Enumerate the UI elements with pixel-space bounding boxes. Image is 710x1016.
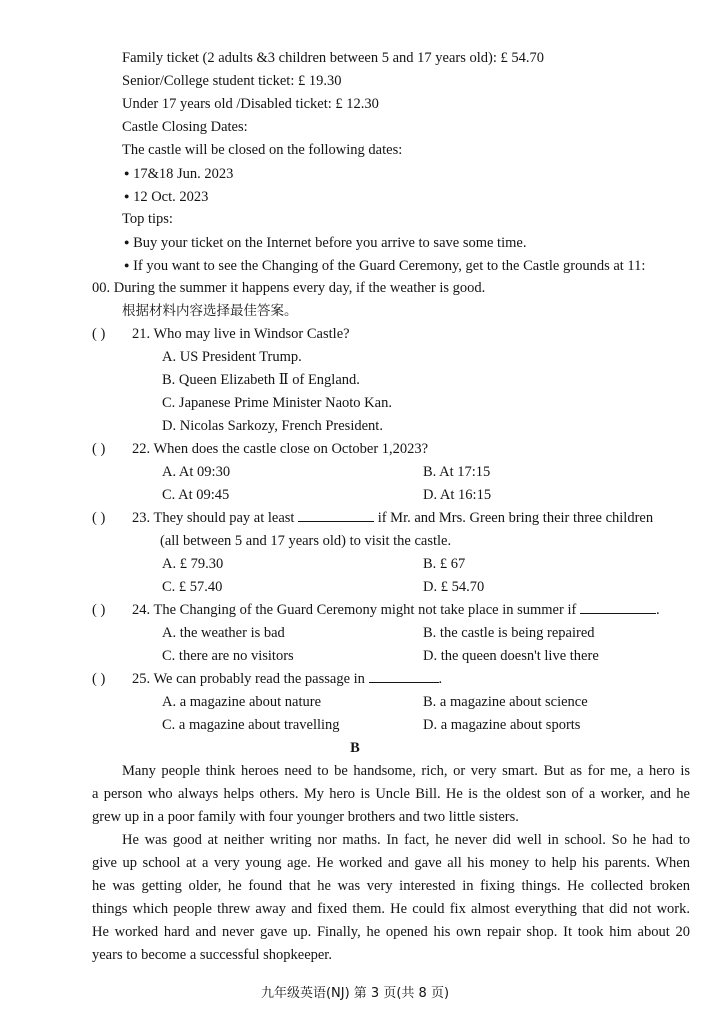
- option-22-a: A. At 09:30: [162, 464, 231, 480]
- answer-paren: ( ): [92, 441, 106, 457]
- question-24: [132, 600, 660, 620]
- ticket-senior: Senior/College student ticket: £ 19.30: [122, 73, 342, 89]
- question-25: [132, 669, 442, 689]
- option-24-c: C. there are no visitors: [162, 648, 294, 664]
- question-text: We can probably read the passage in: [153, 671, 365, 687]
- tip-1: [124, 232, 526, 253]
- passage-line: He was good at neither writing nor maths. In fact, he never did well in school. So he had to: [122, 832, 690, 848]
- section-b-heading: B: [350, 740, 360, 756]
- answer-paren: ( ): [92, 326, 106, 342]
- tip-2: [124, 255, 645, 276]
- closing-date-text: 12 Oct. 2023: [133, 189, 209, 205]
- question-22: [132, 439, 428, 459]
- option-23-d: D. £ 54.70: [423, 579, 485, 595]
- tip-text: Buy your ticket on the Internet before you arrive to save some time.: [133, 235, 527, 251]
- option-22-d: D. At 16:15: [423, 487, 492, 503]
- option-25-c: C. a magazine about travelling: [162, 717, 340, 733]
- ticket-family: Family ticket (2 adults &3 children between 5 and 17 years old): £ 54.70: [122, 50, 545, 66]
- instruction: 根据材料内容选择最佳答案。: [122, 303, 298, 319]
- closing-date-text: 17&18 Jun. 2023: [133, 166, 234, 182]
- option-21-d: D. Nicolas Sarkozy, French President.: [162, 418, 383, 434]
- option-22-b: B. At 17:15: [423, 464, 491, 480]
- closing-date-1: [124, 163, 233, 184]
- tip-text: If you want to see the Changing of the Guard Ceremony, get to the Castle grounds at 11:: [133, 258, 646, 274]
- bullet-icon: ●: [124, 191, 130, 201]
- option-25-b: B. a magazine about science: [423, 694, 588, 710]
- option-22-c: C. At 09:45: [162, 487, 230, 503]
- question-text: When does the castle close on October 1,2023?: [153, 441, 429, 457]
- option-23-a: A. £ 79.30: [162, 556, 224, 572]
- bullet-icon: ●: [124, 168, 130, 178]
- question-number: 22.: [132, 441, 151, 457]
- answer-blank: [298, 509, 374, 522]
- passage-line: Many people think heroes need to be handsome, rich, or very smart. But as for me, a hero is: [122, 763, 690, 779]
- passage-line: grew up in a poor family with four younger brothers and two little sisters.: [92, 809, 519, 825]
- passage-line: He worked hard and never gave up. Finally, he opened his own repair shop. It took him about 20: [92, 924, 690, 940]
- question-text-after: .: [655, 602, 660, 618]
- answer-paren: ( ): [92, 510, 106, 526]
- bullet-icon: ●: [124, 260, 130, 270]
- question-23: [132, 508, 653, 528]
- passage-line: years to become a successful shopkeeper.: [92, 947, 332, 963]
- question-text-after: .: [438, 671, 443, 687]
- option-24-d: D. the queen doesn't live there: [423, 648, 599, 664]
- passage-line: things which people threw away and fixed them. He could fix almost everything that did not work.: [92, 901, 690, 917]
- bullet-icon: ●: [124, 237, 130, 247]
- option-23-c: C. £ 57.40: [162, 579, 223, 595]
- tips-heading: Top tips:: [122, 211, 173, 227]
- answer-blank: [580, 601, 656, 614]
- option-25-a: A. a magazine about nature: [162, 694, 322, 710]
- passage-line: give up school at a very young age. He worked and gave all his money to help his parents. When: [92, 855, 690, 871]
- ticket-under17: Under 17 years old /Disabled ticket: £ 12.30: [122, 96, 379, 112]
- option-21-a: A. US President Trump.: [162, 349, 302, 365]
- answer-paren: ( ): [92, 671, 106, 687]
- question-21: [132, 324, 350, 344]
- option-21-b: B. Queen Elizabeth Ⅱ of England.: [162, 372, 360, 388]
- page-footer: 九年级英语(NJ) 第 3 页(共 8 页): [260, 986, 450, 1001]
- option-24-a: A. the weather is bad: [162, 625, 285, 641]
- passage-line: he was getting older, he found that he was very interested in fixing things. He collected broken: [92, 878, 690, 894]
- question-text: The Changing of the Guard Ceremony might not take place in summer if: [153, 602, 577, 618]
- option-24-b: B. the castle is being repaired: [423, 625, 595, 641]
- question-number: 25.: [132, 671, 151, 687]
- closing-heading: Castle Closing Dates:: [122, 119, 248, 135]
- option-25-d: D. a magazine about sports: [423, 717, 581, 733]
- question-text: Who may live in Windsor Castle?: [153, 326, 350, 342]
- answer-blank: [369, 670, 439, 683]
- question-number: 21.: [132, 326, 151, 342]
- question-text-after: if Mr. and Mrs. Green bring their three children: [377, 510, 654, 526]
- closing-date-2: [124, 186, 208, 207]
- passage-line: a person who always helps others. My hero is Uncle Bill. He is the oldest son of a worker, and he: [92, 786, 690, 802]
- question-number: 23.: [132, 510, 151, 526]
- question-number: 24.: [132, 602, 151, 618]
- closing-intro: The castle will be closed on the following dates:: [122, 142, 403, 158]
- option-23-b: B. £ 67: [423, 556, 466, 572]
- answer-paren: ( ): [92, 602, 106, 618]
- option-21-c: C. Japanese Prime Minister Naoto Kan.: [162, 395, 392, 411]
- question-23-line2: (all between 5 and 17 years old) to visit the castle.: [160, 533, 452, 549]
- question-text: They should pay at least: [153, 510, 295, 526]
- tip-2-continued: 00. During the summer it happens every day, if the weather is good.: [92, 280, 486, 296]
